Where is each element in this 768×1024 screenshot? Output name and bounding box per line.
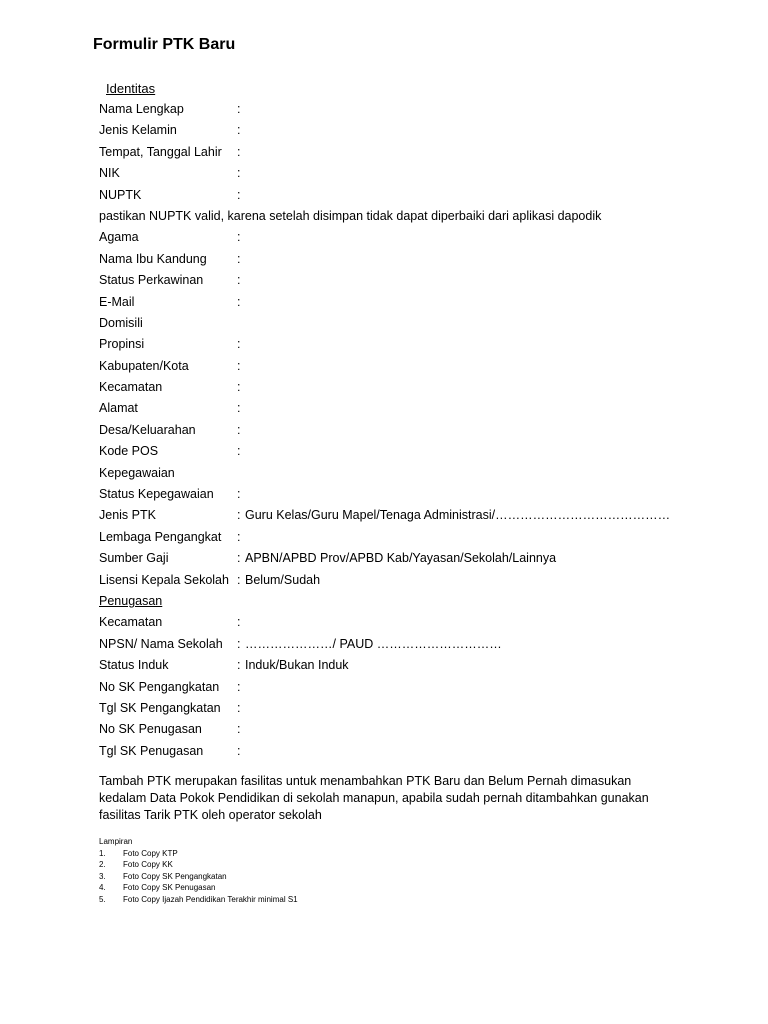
field-colon: : — [237, 615, 241, 630]
field-colon: : — [237, 508, 241, 523]
form-row — [99, 612, 739, 633]
form-row — [99, 463, 739, 484]
field-value: Induk/Bukan Induk — [245, 658, 349, 673]
field-label: Nama Ibu Kandung — [99, 251, 207, 266]
form-row — [99, 142, 739, 163]
field-label: Status Perkawinan — [99, 273, 204, 288]
field-label: Tempat, Tanggal Lahir — [99, 144, 222, 159]
form-row — [99, 741, 739, 762]
field-label: Kode POS — [99, 444, 159, 459]
field-label: Kabupaten/Kota — [99, 358, 189, 373]
attachment-number: 4. — [99, 883, 106, 893]
form-row — [99, 655, 739, 676]
section-penugasan-heading: Penugasan — [99, 593, 163, 608]
form-row — [99, 163, 739, 184]
field-colon: : — [237, 187, 241, 202]
field-colon: : — [237, 700, 241, 715]
form-row — [99, 313, 739, 334]
form-fields — [99, 99, 739, 762]
field-label: Status Kepegawaian — [99, 487, 214, 502]
field-colon: : — [237, 251, 241, 266]
form-row — [99, 570, 739, 591]
field-label: Nama Lengkap — [99, 102, 184, 116]
attachment-item — [99, 894, 298, 906]
form-row — [99, 719, 739, 740]
field-label: NIK — [99, 166, 120, 181]
form-row — [99, 120, 739, 141]
attachment-number: 3. — [99, 871, 106, 881]
field-value: Guru Kelas/Guru Mapel/Tenaga Administrasi/…………………………………… — [245, 508, 671, 523]
nuptk-note: pastikan NUPTK valid, karena setelah disimpan tidak dapat diperbaiki dari aplikasi dapodik — [99, 208, 602, 223]
attachment-number: 1. — [99, 848, 106, 858]
field-colon: : — [237, 551, 241, 566]
attachments-heading: Lampiran — [99, 837, 133, 846]
form-row — [99, 548, 739, 569]
field-colon: : — [237, 422, 241, 437]
form-row — [99, 441, 739, 462]
section-identitas-heading: Identitas — [106, 81, 156, 96]
attachment-item — [99, 871, 227, 883]
field-colon: : — [237, 294, 241, 309]
field-colon: : — [237, 722, 241, 737]
field-colon: : — [237, 401, 241, 416]
field-colon: : — [237, 337, 241, 352]
form-row — [99, 356, 739, 377]
form-row — [99, 591, 739, 612]
field-colon: : — [237, 529, 241, 544]
form-row — [99, 249, 739, 270]
field-label: Sumber Gaji — [99, 551, 169, 566]
form-row — [99, 420, 739, 441]
field-colon: : — [237, 123, 241, 138]
form-row — [99, 677, 739, 698]
field-colon: : — [237, 358, 241, 373]
field-label: Alamat — [99, 401, 138, 416]
form-row — [99, 505, 739, 526]
field-colon: : — [237, 144, 241, 159]
field-label: Domisili — [99, 315, 143, 330]
field-colon: : — [237, 572, 241, 587]
attachment-text: Foto Copy SK Pengangkatan — [123, 871, 227, 881]
form-row — [99, 527, 739, 548]
field-colon: : — [237, 658, 241, 673]
info-paragraph: Tambah PTK merupakan fasilitas untuk menambahkan PTK Baru dan Belum Pernah dimasukan kedalam Data Pokok Pendidikan di sekolah manapun, apabila sudah pernah ditambahkan gunakan fasilitas Tarik PTK oleh operator sekolah — [99, 774, 649, 822]
field-label: Lembaga Pengangkat — [99, 529, 222, 544]
attachment-text: Foto Copy Ijazah Pendidikan Terakhir minimal S1 — [123, 894, 298, 904]
form-row — [99, 634, 739, 655]
attachment-text: Foto Copy KK — [123, 860, 173, 870]
field-colon: : — [237, 743, 241, 758]
form-row — [99, 227, 739, 248]
form-row — [99, 484, 739, 505]
field-colon: : — [237, 273, 241, 288]
attachment-item — [99, 848, 178, 860]
field-label: Agama — [99, 230, 139, 245]
field-label: No SK Pengangkatan — [99, 679, 220, 694]
attachment-number: 2. — [99, 860, 106, 870]
form-title: Formulir PTK Baru — [93, 36, 236, 53]
field-label: Kecamatan — [99, 380, 163, 395]
attachment-text: Foto Copy SK Penugasan — [123, 883, 216, 893]
field-label: Lisensi Kepala Sekolah — [99, 572, 229, 587]
field-colon: : — [237, 487, 241, 502]
form-row — [99, 99, 739, 120]
field-label: NPSN/ Nama Sekolah — [99, 636, 223, 651]
field-label: Jenis PTK — [99, 508, 156, 523]
attachment-item — [99, 882, 216, 894]
field-colon: : — [237, 444, 241, 459]
field-value: APBN/APBD Prov/APBD Kab/Yayasan/Sekolah/Lainnya — [245, 551, 557, 566]
form-row — [99, 185, 739, 206]
field-label: Propinsi — [99, 337, 145, 352]
form-row — [99, 698, 739, 719]
form-row — [99, 292, 739, 313]
attachments-list — [99, 836, 298, 906]
field-value: Belum/Sudah — [245, 572, 321, 587]
field-label: Tgl SK Penugasan — [99, 743, 204, 758]
field-label: No SK Penugasan — [99, 722, 202, 737]
field-colon: : — [237, 380, 241, 395]
field-label: Desa/Keluarahan — [99, 422, 196, 437]
field-label: NUPTK — [99, 187, 142, 202]
field-colon: : — [237, 230, 241, 245]
field-value: …………………/ PAUD ………………………… — [245, 636, 502, 651]
field-label: Jenis Kelamin — [99, 123, 177, 138]
field-colon: : — [237, 166, 241, 181]
attachment-number: 5. — [99, 894, 106, 904]
form-row — [99, 270, 739, 291]
form-row — [99, 334, 739, 355]
attachment-item — [99, 859, 173, 871]
field-label: Status Induk — [99, 658, 169, 673]
form-row — [99, 377, 739, 398]
field-label: Tgl SK Pengangkatan — [99, 700, 221, 715]
attachment-text: Foto Copy KTP — [123, 848, 178, 858]
field-colon: : — [237, 636, 241, 651]
field-colon: : — [237, 679, 241, 694]
field-label: E-Mail — [99, 294, 135, 309]
field-label: Kepegawaian — [99, 465, 175, 480]
field-label: Kecamatan — [99, 615, 163, 630]
field-colon: : — [237, 102, 241, 116]
form-row — [99, 206, 739, 227]
form-row — [99, 398, 739, 419]
